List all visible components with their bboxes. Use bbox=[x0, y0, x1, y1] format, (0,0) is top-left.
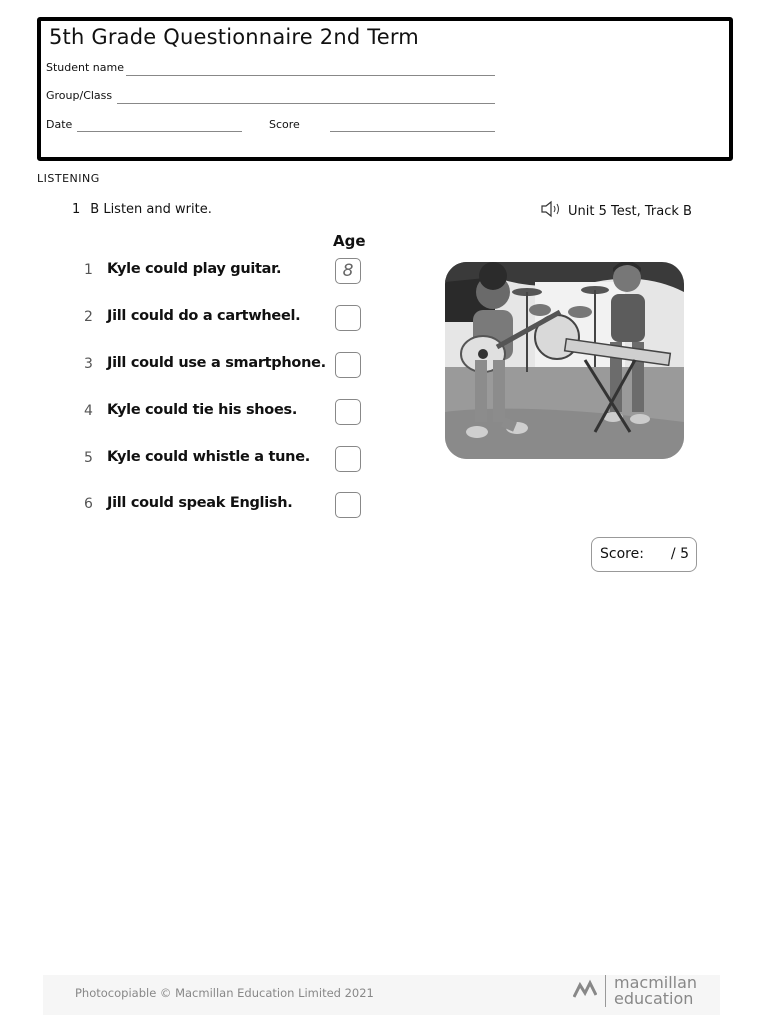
page-title: 5th Grade Questionnaire 2nd Term bbox=[49, 25, 419, 49]
speaker-icon bbox=[540, 200, 562, 222]
age-answer-box[interactable] bbox=[335, 352, 361, 378]
brand-line-2: education bbox=[614, 989, 694, 1008]
brand-divider bbox=[605, 975, 606, 1007]
age-answer-box[interactable] bbox=[335, 492, 361, 518]
group-class-label: Group/Class bbox=[46, 89, 113, 102]
item-number: 6 bbox=[84, 496, 93, 512]
question-item bbox=[84, 399, 384, 425]
item-text: Kyle could play guitar. bbox=[107, 261, 282, 277]
item-text: Jill could use a smartphone. bbox=[107, 355, 326, 371]
instruction bbox=[72, 202, 212, 217]
group-class-field[interactable] bbox=[117, 103, 495, 104]
item-number: 2 bbox=[84, 309, 93, 325]
copyright-text: Photocopiable © Macmillan Education Limited 2021 bbox=[75, 986, 374, 1000]
score-box-label: Score: bbox=[600, 546, 644, 562]
item-text: Jill could do a cartwheel. bbox=[107, 308, 301, 324]
item-number: 4 bbox=[84, 403, 93, 419]
instruction-number: 1 bbox=[72, 202, 81, 217]
score-box-value[interactable]: / 5 bbox=[670, 546, 689, 562]
footer bbox=[43, 975, 720, 1015]
item-number: 1 bbox=[84, 262, 93, 278]
item-number: 5 bbox=[84, 450, 93, 466]
brand-line-1: macmillan bbox=[614, 973, 698, 992]
student-name-field[interactable] bbox=[126, 75, 495, 76]
date-label: Date bbox=[46, 118, 73, 131]
age-answer-box[interactable] bbox=[335, 305, 361, 331]
student-name-label: Student name bbox=[46, 61, 124, 74]
instruction-text: B Listen and write. bbox=[90, 202, 212, 217]
age-answer-box[interactable] bbox=[335, 446, 361, 472]
question-item bbox=[84, 446, 384, 472]
age-answer-box[interactable]: 8 bbox=[335, 258, 361, 284]
audio-track[interactable] bbox=[540, 200, 692, 222]
question-item bbox=[84, 492, 384, 518]
score-field[interactable] bbox=[330, 131, 495, 132]
item-number: 3 bbox=[84, 356, 93, 372]
date-field[interactable] bbox=[77, 131, 242, 132]
score-box bbox=[591, 537, 697, 572]
section-heading: LISTENING bbox=[37, 172, 100, 185]
age-answer-box[interactable] bbox=[335, 399, 361, 425]
track-label: Unit 5 Test, Track B bbox=[568, 203, 692, 219]
item-text: Kyle could tie his shoes. bbox=[107, 402, 298, 418]
score-label: Score bbox=[269, 118, 300, 131]
header-box bbox=[37, 17, 733, 161]
question-item bbox=[84, 352, 384, 378]
item-text: Jill could speak English. bbox=[107, 495, 293, 511]
age-heading: Age bbox=[333, 232, 366, 250]
musicians-illustration bbox=[445, 262, 684, 459]
question-item bbox=[84, 258, 384, 284]
brand-name bbox=[614, 975, 697, 1007]
brand-logo bbox=[573, 975, 697, 1007]
item-text: Kyle could whistle a tune. bbox=[107, 449, 310, 465]
question-item bbox=[84, 305, 384, 331]
macmillan-logo-icon bbox=[573, 979, 597, 1003]
